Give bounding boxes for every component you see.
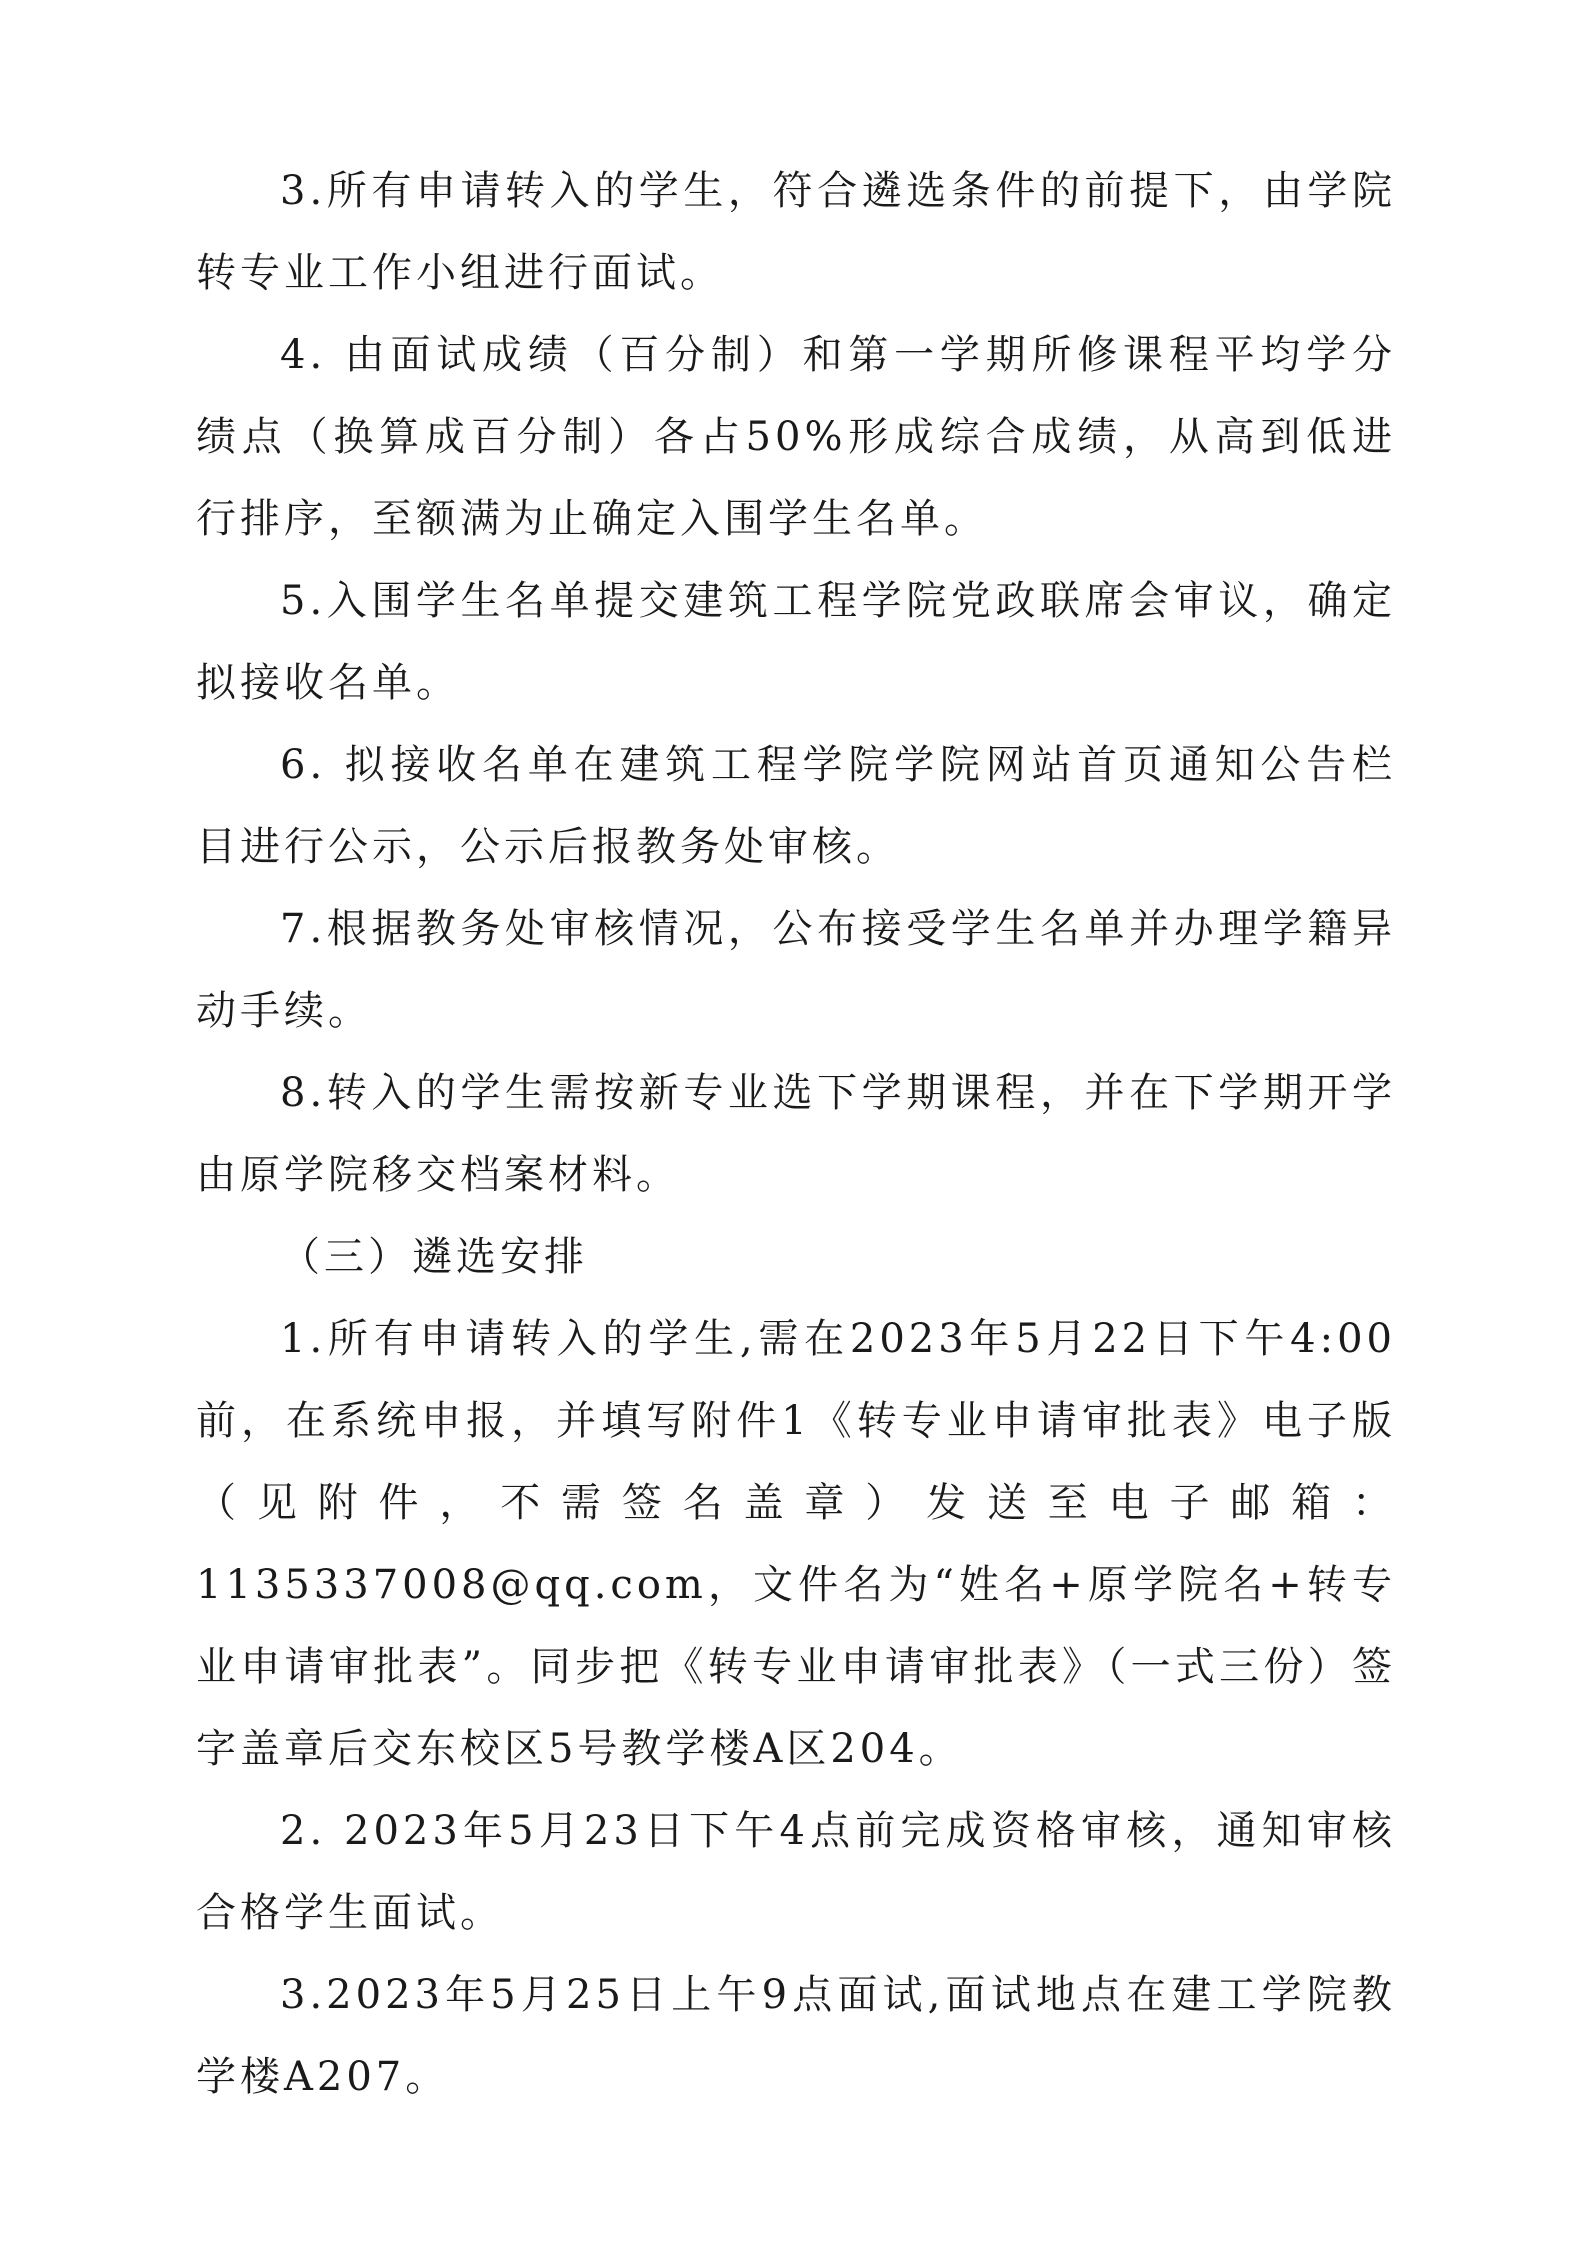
paragraph-enrollment-change: 7.根据教务处审核情况，公布接受学生名单并办理学籍异动手续。 xyxy=(196,906,1396,1034)
paragraph-application-deadline: 1.所有申请转入的学生,需在2023年5月22日下午4:00前，在系统申报，并填写附件1《转专业申请审批表》电子版（见附件，不需签名盖章）发送至电子邮箱：1135337008@qq.com，文件名为“姓名+原学院名+转专业申请审批表”。同步把《转专业申请审批表》（一式三份）签字盖章后交东校区5号教学楼A区204。 xyxy=(196,1316,1396,1772)
paragraph-composite-score: 4. 由面试成绩（百分制）和第一学期所修课程平均学分绩点（换算成百分制）各占50%形成综合成绩，从高到低进行排序，至额满为止确定入围学生名单。 xyxy=(196,332,1396,542)
document-body xyxy=(196,150,1396,2118)
paragraph-interview-schedule: 3.2023年5月25日上午9点面试,面试地点在建工学院教学楼A207。 xyxy=(196,1972,1396,2100)
paragraph-course-selection: 8.转入的学生需按新专业选下学期课程，并在下学期开学由原学院移交档案材料。 xyxy=(196,1070,1396,1198)
section-heading-arrangement: （三）遴选安排 xyxy=(280,1234,588,1280)
paragraph-qualification-review: 2. 2023年5月23日下午4点前完成资格审核，通知审核合格学生面试。 xyxy=(196,1808,1396,1936)
paragraph-public-notice: 6. 拟接收名单在建筑工程学院学院网站首页通知公告栏目进行公示，公示后报教务处审核。 xyxy=(196,742,1396,870)
paragraph-review-meeting: 5.入围学生名单提交建筑工程学院党政联席会审议，确定拟接收名单。 xyxy=(196,578,1396,706)
paragraph-interview: 3.所有申请转入的学生，符合遴选条件的前提下，由学院转专业工作小组进行面试。 xyxy=(196,168,1396,296)
